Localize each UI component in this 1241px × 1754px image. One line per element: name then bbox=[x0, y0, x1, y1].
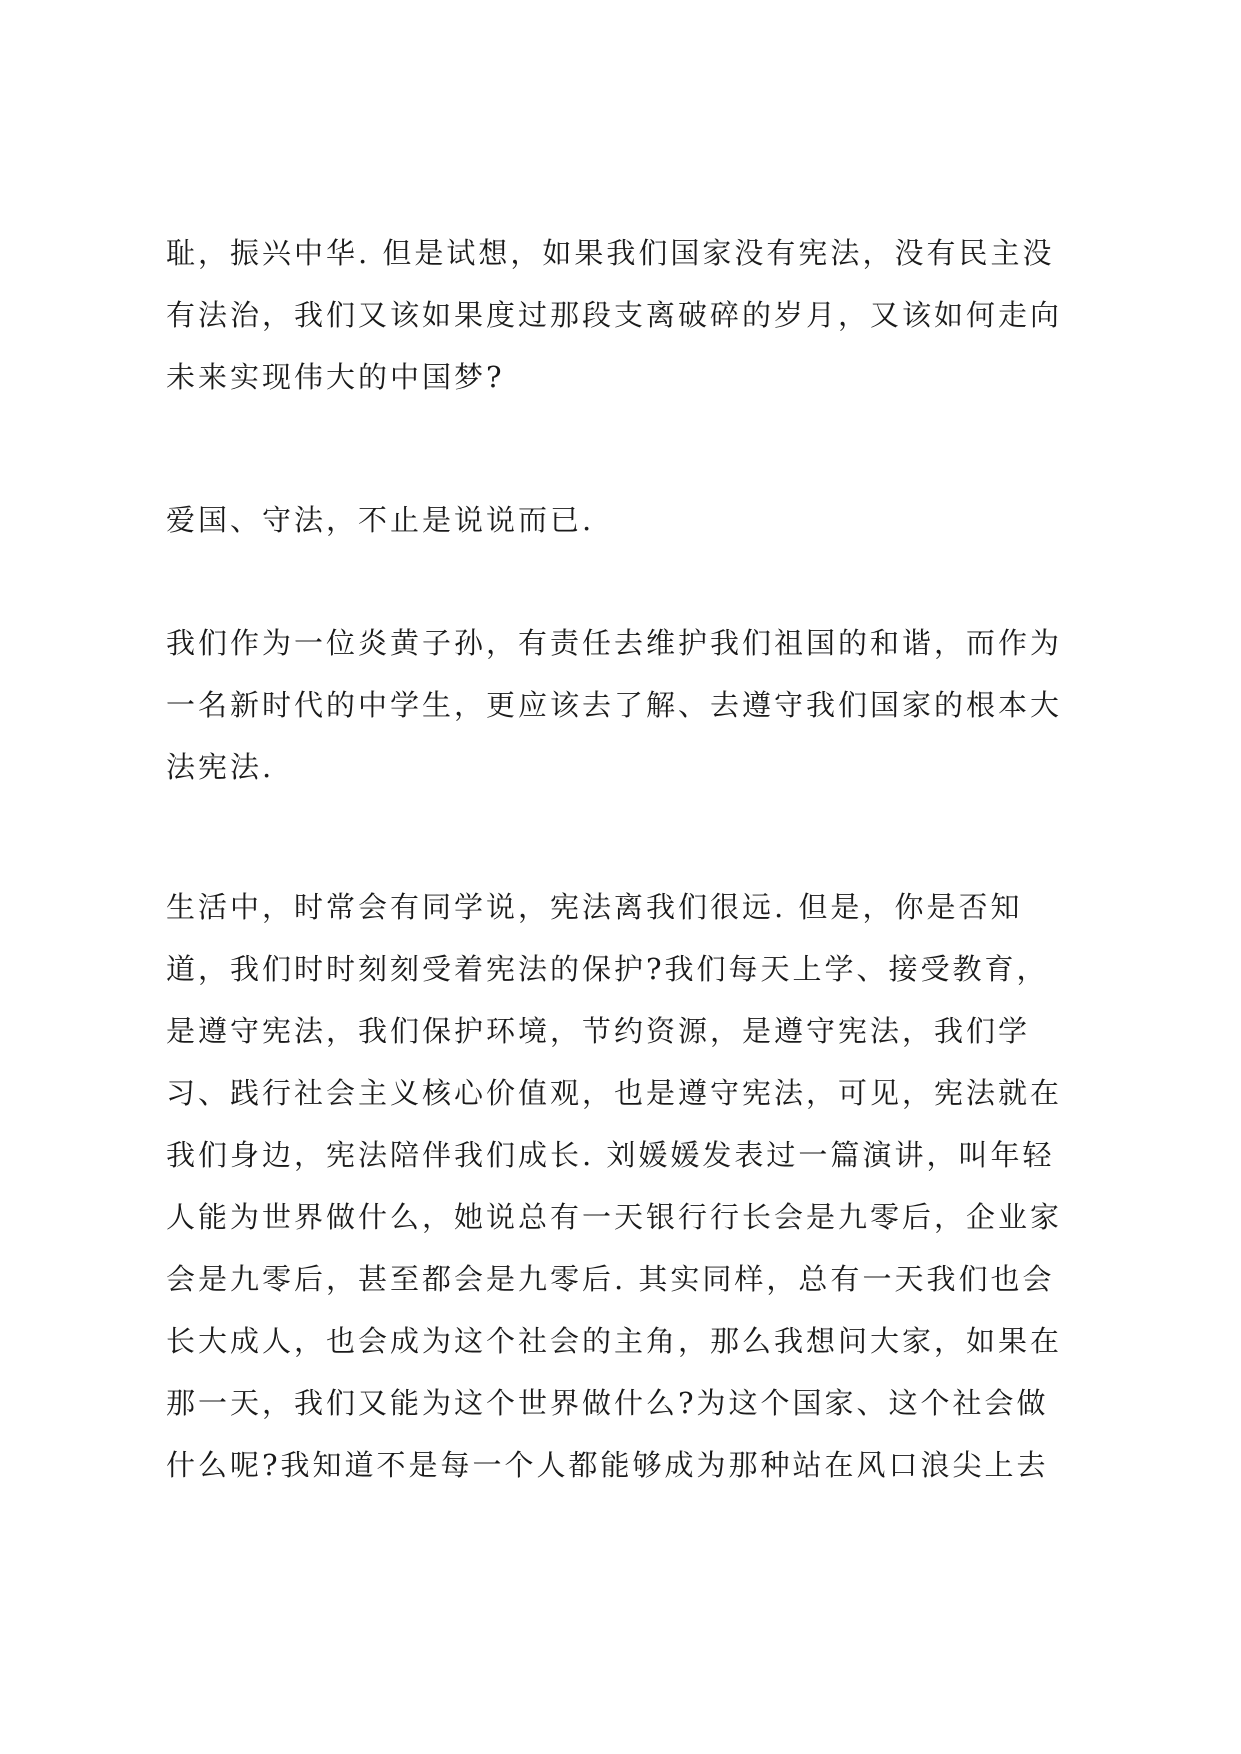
text-line: 我们作为一位炎黄子孙，有责任去维护我们祖国的和谐，而作为 bbox=[166, 626, 1063, 660]
text-line: 法宪法. bbox=[166, 750, 275, 784]
text-line: 人能为世界做什么，她说总有一天银行行长会是九零后，企业家 bbox=[166, 1200, 1063, 1234]
text-line: 是遵守宪法，我们保护环境，节约资源，是遵守宪法，我们学 bbox=[166, 1014, 1031, 1048]
text-line: 什么呢?我知道不是每一个人都能够成为那种站在风口浪尖上去 bbox=[166, 1448, 1049, 1482]
text-line: 有法治，我们又该如果度过那段支离破碎的岁月，又该如何走向 bbox=[166, 298, 1063, 332]
paragraph-2 bbox=[166, 489, 1096, 551]
paragraph-1 bbox=[166, 222, 1096, 408]
text-line: 道，我们时时刻刻受着宪法的保护?我们每天上学、接受教育， bbox=[166, 952, 1049, 986]
text-line: 长大成人，也会成为这个社会的主角，那么我想问大家，如果在 bbox=[166, 1324, 1063, 1358]
text-line: 未来实现伟大的中国梦? bbox=[166, 360, 505, 394]
paragraph-3 bbox=[166, 612, 1096, 798]
text-line: 我们身边，宪法陪伴我们成长. 刘媛媛发表过一篇演讲，叫年轻 bbox=[166, 1138, 1055, 1172]
paragraph-4 bbox=[166, 876, 1096, 1496]
text-line: 会是九零后，甚至都会是九零后. 其实同样，总有一天我们也会 bbox=[166, 1262, 1055, 1296]
text-line: 习、践行社会主义核心价值观，也是遵守宪法，可见，宪法就在 bbox=[166, 1076, 1063, 1110]
text-line: 那一天，我们又能为这个世界做什么?为这个国家、这个社会做 bbox=[166, 1386, 1049, 1420]
text-line: 生活中，时常会有同学说，宪法离我们很远. 但是，你是否知 bbox=[166, 890, 1023, 924]
text-line: 一名新时代的中学生，更应该去了解、去遵守我们国家的根本大 bbox=[166, 688, 1063, 722]
text-line: 耻，振兴中华. 但是试想，如果我们国家没有宪法，没有民主没 bbox=[166, 236, 1055, 270]
text-line: 爱国、守法，不止是说说而已. bbox=[166, 503, 595, 537]
